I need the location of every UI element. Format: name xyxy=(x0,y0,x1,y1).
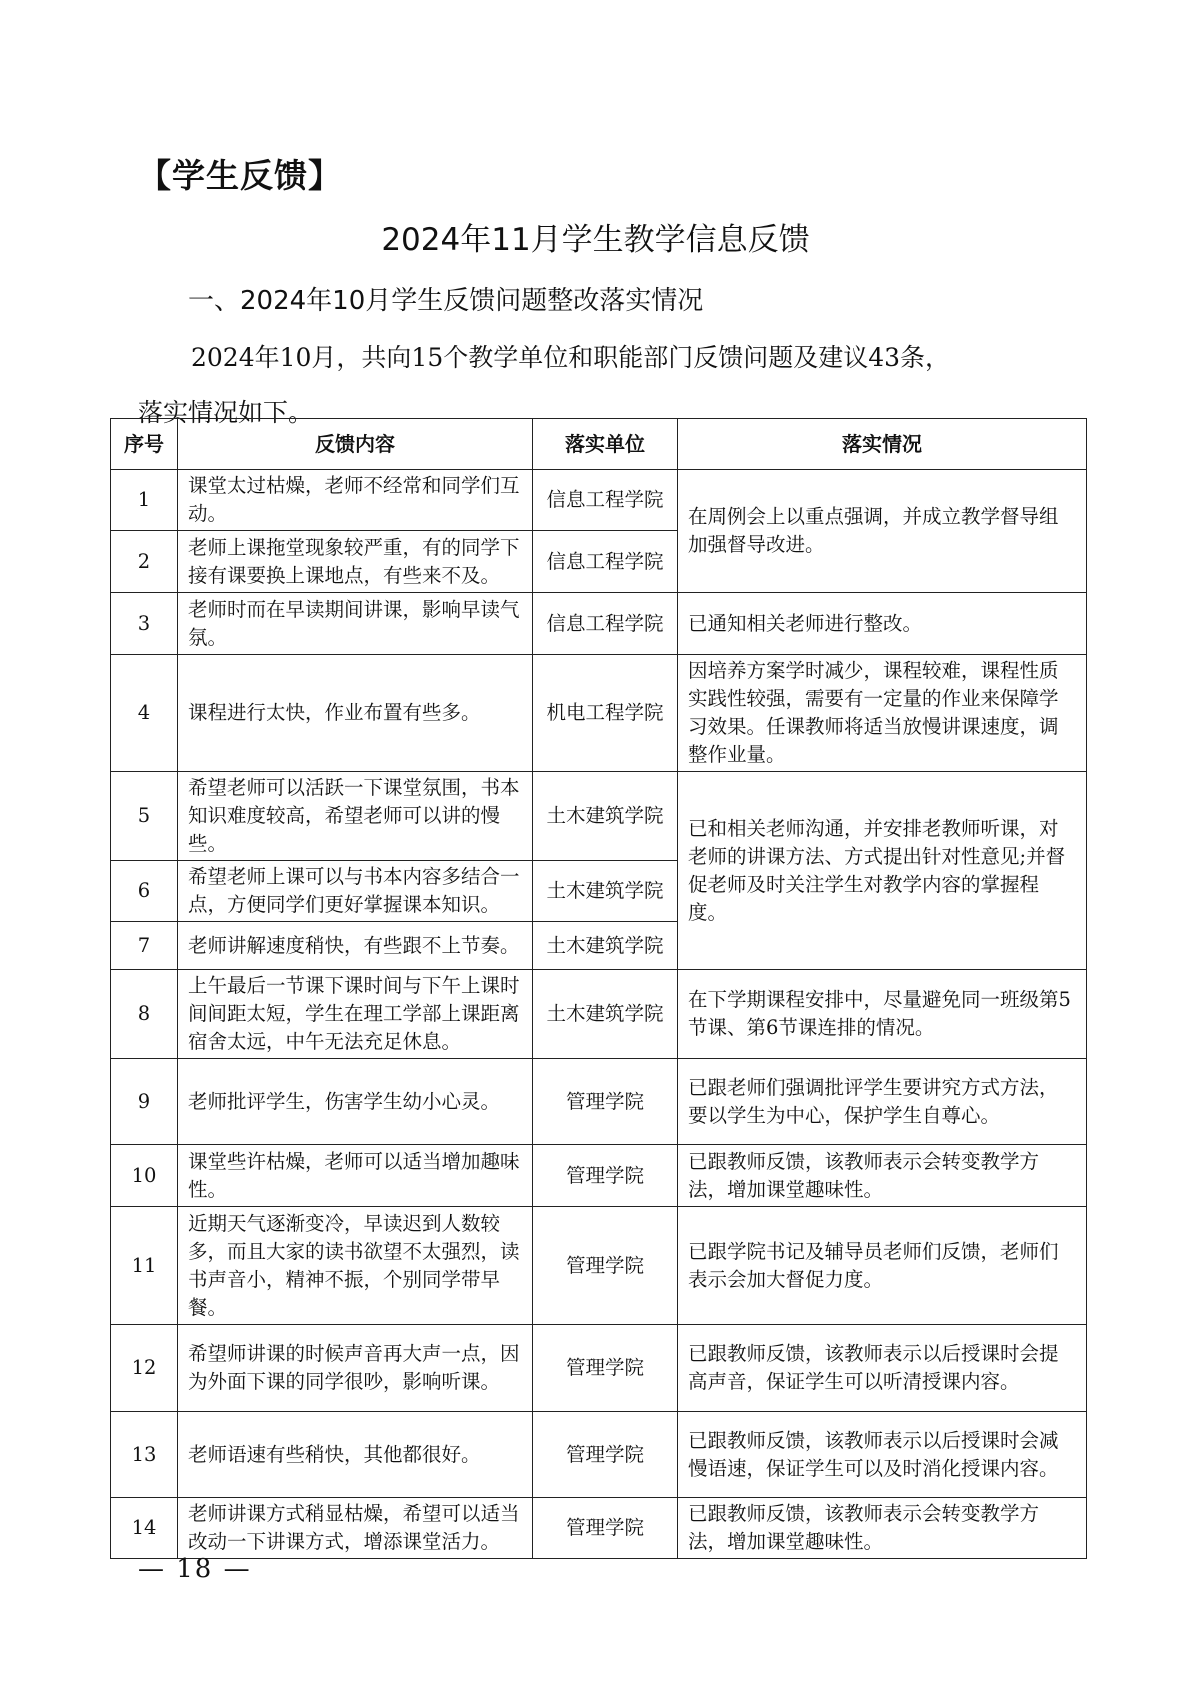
row-content: 近期天气逐渐变冷，早读迟到人数较多，而且大家的读书欲望不太强烈，读书声音小，精神不振，个别同学带早餐。 xyxy=(178,1207,533,1325)
row-no: 13 xyxy=(111,1412,178,1498)
table-row xyxy=(111,970,1087,1059)
row-content: 课程进行太快，作业布置有些多。 xyxy=(178,655,533,772)
intro-line-2: 落实情况如下。 xyxy=(138,398,314,427)
row-content: 课堂太过枯燥，老师不经常和同学们互动。 xyxy=(178,470,533,531)
row-unit: 管理学院 xyxy=(533,1059,678,1145)
table-row xyxy=(111,1498,1087,1559)
table-header-row xyxy=(111,419,1087,470)
row-status: 已跟教师反馈，该教师表示以后授课时会减慢语速，保证学生可以及时消化授课内容。 xyxy=(678,1412,1087,1498)
row-unit: 管理学院 xyxy=(533,1412,678,1498)
row-unit: 土木建筑学院 xyxy=(533,970,678,1059)
row-no: 12 xyxy=(111,1325,178,1412)
row-status: 已跟教师反馈，该教师表示会转变教学方法，增加课堂趣味性。 xyxy=(678,1145,1087,1207)
row-unit: 信息工程学院 xyxy=(533,531,678,593)
table-row xyxy=(111,1059,1087,1145)
section-heading: 一、2024年10月学生反馈问题整改落实情况 xyxy=(188,286,704,316)
row-unit: 土木建筑学院 xyxy=(533,861,678,922)
table-row xyxy=(111,772,1087,861)
header-unit: 落实单位 xyxy=(533,419,678,470)
intro-line-1: 2024年10月，共向15个教学单位和职能部门反馈问题及建议43条， xyxy=(191,343,951,372)
row-no: 2 xyxy=(111,531,178,593)
document-title: 2024年11月学生教学信息反馈 xyxy=(381,222,810,258)
row-status: 已和相关老师沟通，并安排老教师听课，对老师的讲课方法、方式提出针对性意见;并督促老师及时关注学生对教学内容的掌握程度。 xyxy=(678,772,1087,970)
row-content: 老师语速有些稍快，其他都很好。 xyxy=(178,1412,533,1498)
row-content: 希望老师上课可以与书本内容多结合一点，方便同学们更好掌握课本知识。 xyxy=(178,861,533,922)
page-number: — 18 — xyxy=(138,1554,252,1584)
row-unit: 土木建筑学院 xyxy=(533,772,678,861)
row-no: 5 xyxy=(111,772,178,861)
row-content: 老师讲课方式稍显枯燥，希望可以适当改动一下讲课方式，增添课堂活力。 xyxy=(178,1498,533,1559)
row-status: 在周例会上以重点强调，并成立教学督导组加强督导改进。 xyxy=(678,470,1087,593)
row-no: 4 xyxy=(111,655,178,772)
row-content: 希望老师可以活跃一下课堂氛围，书本知识难度较高，希望老师可以讲的慢些。 xyxy=(178,772,533,861)
row-status: 已跟教师反馈，该教师表示以后授课时会提高声音，保证学生可以听清授课内容。 xyxy=(678,1325,1087,1412)
row-no: 8 xyxy=(111,970,178,1059)
header-content: 反馈内容 xyxy=(178,419,533,470)
table-row xyxy=(111,655,1087,772)
row-status: 已通知相关老师进行整改。 xyxy=(678,593,1087,655)
row-content: 老师上课拖堂现象较严重，有的同学下接有课要换上课地点，有些来不及。 xyxy=(178,531,533,593)
row-unit: 管理学院 xyxy=(533,1498,678,1559)
row-status: 因培养方案学时减少，课程较难，课程性质实践性较强，需要有一定量的作业来保障学习效果。任课教师将适当放慢讲课速度，调整作业量。 xyxy=(678,655,1087,772)
row-unit: 管理学院 xyxy=(533,1207,678,1325)
row-no: 7 xyxy=(111,922,178,970)
header-status: 落实情况 xyxy=(678,419,1087,470)
row-status: 已跟教师反馈，该教师表示会转变教学方法，增加课堂趣味性。 xyxy=(678,1498,1087,1559)
table-row xyxy=(111,1325,1087,1412)
row-unit: 土木建筑学院 xyxy=(533,922,678,970)
row-unit: 管理学院 xyxy=(533,1145,678,1207)
row-content: 老师讲解速度稍快，有些跟不上节奏。 xyxy=(178,922,533,970)
table-row xyxy=(111,1207,1087,1325)
row-status: 在下学期课程安排中，尽量避免同一班级第5节课、第6节课连排的情况。 xyxy=(678,970,1087,1059)
row-no: 1 xyxy=(111,470,178,531)
table-row xyxy=(111,470,1087,531)
table-row xyxy=(111,593,1087,655)
row-no: 10 xyxy=(111,1145,178,1207)
row-content: 上午最后一节课下课时间与下午上课时间间距太短，学生在理工学部上课距离宿舍太远，中午无法充足休息。 xyxy=(178,970,533,1059)
row-status: 已跟学院书记及辅导员老师们反馈，老师们表示会加大督促力度。 xyxy=(678,1207,1087,1325)
table-row xyxy=(111,1145,1087,1207)
row-unit: 信息工程学院 xyxy=(533,470,678,531)
header-no: 序号 xyxy=(111,419,178,470)
row-unit: 信息工程学院 xyxy=(533,593,678,655)
row-unit: 管理学院 xyxy=(533,1325,678,1412)
table-row xyxy=(111,1412,1087,1498)
feedback-table xyxy=(110,418,1087,1559)
section-tag: 【学生反馈】 xyxy=(138,156,342,195)
row-no: 14 xyxy=(111,1498,178,1559)
row-content: 老师时而在早读期间讲课，影响早读气氛。 xyxy=(178,593,533,655)
row-no: 6 xyxy=(111,861,178,922)
row-no: 11 xyxy=(111,1207,178,1325)
row-no: 9 xyxy=(111,1059,178,1145)
row-content: 课堂些许枯燥，老师可以适当增加趣味性。 xyxy=(178,1145,533,1207)
row-unit: 机电工程学院 xyxy=(533,655,678,772)
row-content: 希望师讲课的时候声音再大声一点，因为外面下课的同学很吵，影响听课。 xyxy=(178,1325,533,1412)
row-no: 3 xyxy=(111,593,178,655)
row-status: 已跟老师们强调批评学生要讲究方式方法，要以学生为中心，保护学生自尊心。 xyxy=(678,1059,1087,1145)
row-content: 老师批评学生，伤害学生幼小心灵。 xyxy=(178,1059,533,1145)
